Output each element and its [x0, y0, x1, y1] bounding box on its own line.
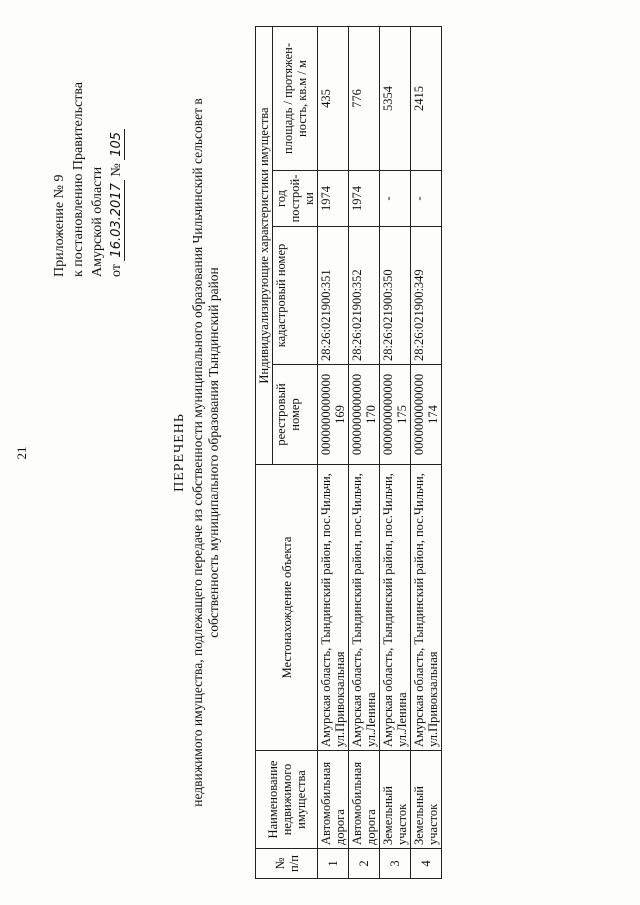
- cell-num: 3: [380, 849, 411, 879]
- cell-num: 2: [349, 849, 380, 879]
- cell-name: Земельный участок: [380, 751, 411, 849]
- cell-num: 4: [411, 849, 442, 879]
- table-row: [349, 27, 380, 879]
- cell-registry: 0000000000000 169: [318, 365, 349, 465]
- col-header-location: Местонахождение объекта: [256, 465, 318, 751]
- handwritten-date: 16.03.2017: [109, 180, 125, 260]
- appendix-block: [50, 17, 126, 277]
- handwritten-number: 105: [109, 129, 125, 160]
- appendix-date-line: [107, 17, 126, 277]
- cell-year: -: [411, 171, 442, 227]
- cell-area: 776: [349, 27, 380, 171]
- cell-cadastral: 28:26:021900:349: [411, 227, 442, 365]
- subtitle-line-1: недвижимого имущества, подлежащего передаче из собственности муниципального образования Чильчинский сельсовет в: [190, 98, 205, 807]
- cell-location: Амурская область, Тындинский район, пос.Чильчи, ул.Привокзальная: [411, 465, 442, 751]
- appendix-line-3: Амурской области: [90, 166, 105, 277]
- page-number: 21: [14, 446, 29, 460]
- col-header-year: год построй-ки: [273, 171, 318, 227]
- cell-registry: 0000000000000 175: [380, 365, 411, 465]
- table-row: [411, 27, 442, 879]
- table-row: [318, 27, 349, 879]
- cell-name: Автомобильная дорога: [349, 751, 380, 849]
- cell-location: Амурская область, Тындинский район, пос.Чильчи, ул.Ленина: [380, 465, 411, 751]
- table-row: [380, 27, 411, 879]
- cell-name: Автомобильная дорога: [318, 751, 349, 849]
- cell-area: 435: [318, 27, 349, 171]
- cell-area: 2415: [411, 27, 442, 171]
- cell-registry: 0000000000000 174: [411, 365, 442, 465]
- number-label: №: [109, 163, 124, 177]
- cell-num: 1: [318, 849, 349, 879]
- cell-cadastral: 28:26:021900:351: [318, 227, 349, 365]
- document-title: ПЕРЕЧЕНЬ: [172, 413, 187, 492]
- col-header-num: № п/п: [256, 849, 318, 879]
- col-header-area: площадь / протяжен-ность, кв.м / м: [273, 27, 318, 171]
- cell-name: Земельный участок: [411, 751, 442, 849]
- cell-year: 1974: [318, 171, 349, 227]
- from-label: от: [109, 264, 124, 277]
- cell-registry: 0000000000000 170: [349, 365, 380, 465]
- header-row-1: [256, 27, 273, 879]
- cell-area: 5354: [380, 27, 411, 171]
- cell-location: Амурская область, Тындинский район, пос.Чильчи, ул.Ленина: [349, 465, 380, 751]
- col-header-cadastral: кадастровый номер: [273, 227, 318, 365]
- cell-location: Амурская область, Тындинский район, пос.Чильчи, ул.Привокзальная: [318, 465, 349, 751]
- document-subtitle: [190, 40, 222, 865]
- subtitle-line-2: собственность муниципального образования Тындинский район: [206, 267, 221, 638]
- cell-year: -: [380, 171, 411, 227]
- cell-cadastral: 28:26:021900:350: [380, 227, 411, 365]
- appendix-line-2: к постановлению Правительства: [71, 81, 86, 277]
- col-header-registry: реестровый номер: [273, 365, 318, 465]
- appendix-line-1: Приложение № 9: [52, 174, 67, 277]
- col-header-name: Наименование недвижимого имущества: [256, 751, 318, 849]
- property-table: [255, 26, 442, 879]
- col-header-group: Индивидуализирующие характеристики имущества: [256, 27, 273, 465]
- cell-cadastral: 28:26:021900:352: [349, 227, 380, 365]
- cell-year: 1974: [349, 171, 380, 227]
